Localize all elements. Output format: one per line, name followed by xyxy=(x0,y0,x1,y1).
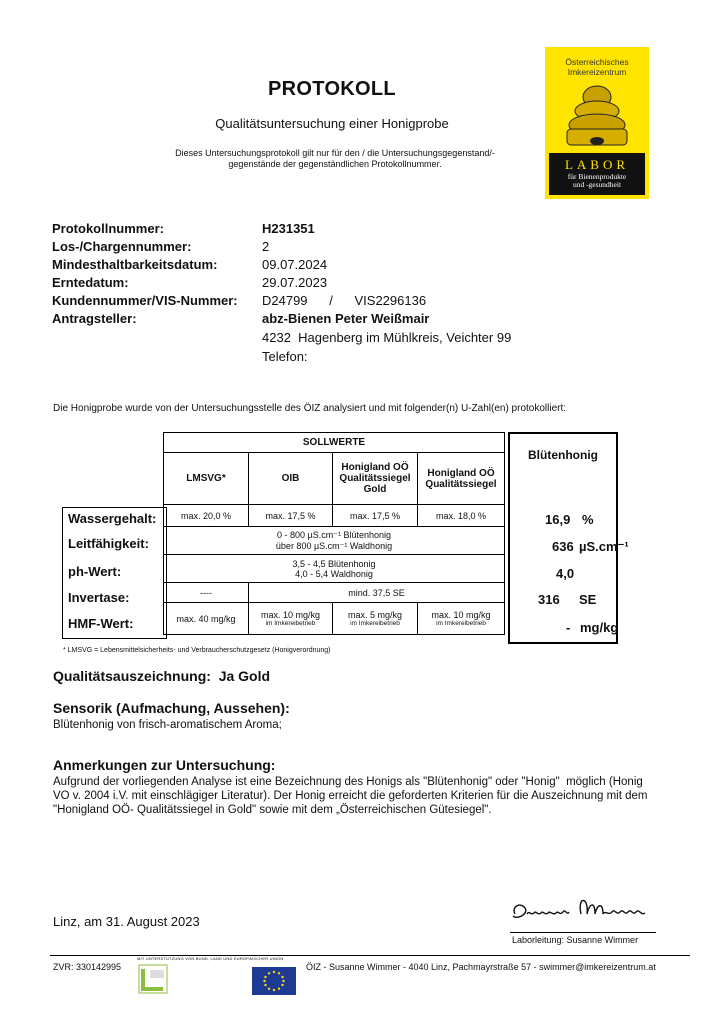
page-title: PROTOKOLL xyxy=(268,78,396,100)
footer-address: ÖIZ - Susanne Wimmer - 4040 Linz, Pachmayrstraße 57 - swimmer@imkereizentrum.at xyxy=(306,962,656,972)
applicant-address: 4232 Hagenberg im Mühlkreis, Veichter 99 xyxy=(262,330,512,345)
footnote: * LMSVG = Lebensmittelsicherheits- und Verbraucherschutzgesetz (Honigverordnung) xyxy=(63,647,331,654)
lab-logo: Österreichisches Imkereizentrum LABOR für Bienenprodukte und -gesundheit xyxy=(545,47,649,199)
quality-award: Qualitätsauszeichnung: Ja Gold xyxy=(53,668,271,684)
result-unit: mg/kg xyxy=(580,620,619,635)
result-box: Blütenhonig xyxy=(508,432,618,644)
beehive-icon xyxy=(557,83,637,153)
sollwerte-table: SOLLWERTE LMSVG* OIB Honigland OÖ Qualitätssiegel Gold Honigland OÖ Qualitätssiegel max. 20,0 % max. 17,5 % max. 17,5 % max. 18,0 % 0 - 800 µS.cm⁻¹ Blütenhonig über 800 µS.cm⁻¹ Waldhonig 3,5 - 4,5 Blütenhonig 4,0 - 5,4 Waldhonig ---- mind. 37,5 SE max. 40 mg/kg max. 10 mg/kg im Imkereibetrieb max. 5 mg/kg im Imkereibetrieb max. 10 mg/kg im Imkereibetrieb xyxy=(163,432,505,635)
sensorik-title: Sensorik (Aufmachung, Aussehen): xyxy=(53,700,290,716)
signature-line xyxy=(510,932,656,933)
row-label: Invertase: xyxy=(68,590,130,605)
row-label: ph-Wert: xyxy=(68,564,122,579)
table-row: 0 - 800 µS.cm⁻¹ Blütenhonig über 800 µS.cm⁻¹ Waldhonig xyxy=(164,527,505,555)
result-unit: SE xyxy=(579,592,597,607)
validity-note: Dieses Untersuchungsprotokoll gilt nur für den / die Untersuchungsgegenstand/- gegenstände der gegenständlichen Protokollnummer. xyxy=(175,148,495,169)
row-label: Wassergehalt: xyxy=(68,511,157,526)
le-funding-logo xyxy=(138,964,168,994)
sensorik-text: Blütenhonig von frisch-aromatischem Aroma; xyxy=(53,719,282,731)
result-value: 316 xyxy=(538,592,560,607)
telefon-label: Telefon: xyxy=(262,349,308,364)
result-unit: µS.cm⁻¹ xyxy=(579,539,629,554)
table-row: ---- mind. 37,5 SE xyxy=(164,583,505,603)
intro-text: Die Honigprobe wurde von der Untersuchungsstelle des ÖIZ analysiert und mit folgender(n) U-Zahl(en) protokolliert: xyxy=(53,403,567,414)
result-value: - xyxy=(566,620,571,635)
eu-flag-icon xyxy=(252,967,296,995)
table-row: max. 40 mg/kg max. 10 mg/kg im Imkereibetrieb max. 5 mg/kg im Imkereibetrieb max. 10 mg/kg im Imkereibetrieb xyxy=(164,603,505,635)
result-value: 4,0 xyxy=(556,566,575,581)
signature-label: Laborleitung: Susanne Wimmer xyxy=(512,935,639,945)
page-subtitle: Qualitätsuntersuchung einer Honigprobe xyxy=(215,116,449,131)
signature-image xyxy=(507,886,657,930)
result-value: 636 xyxy=(552,539,574,554)
remarks-title: Anmerkungen zur Untersuchung: xyxy=(53,757,276,773)
result-value: 16,9 xyxy=(545,512,571,527)
result-unit: % xyxy=(582,512,594,527)
funding-text: MIT UNTERSTÜTZUNG VON BUND, LAND UND EUROPÄISCHER UNION xyxy=(137,956,284,961)
table-row: 3,5 - 4,5 Blütenhonig 4,0 - 5,4 Waldhonig xyxy=(164,555,505,583)
remarks-text: Aufgrund der vorliegenden Analyse ist eine Bezeichnung des Honigs als "Blütenhonig" oder "Honig" möglich (Honig VO v. 2004 i.V. mit einschlägiger Literatur). Der Honig erreicht die geforderten Kriterien für die Auszeichnung mit dem "Honigland OÖ- Qualitätssiegel in Gold" sowie mit dem „Österreichischen Gütesiegel". xyxy=(53,776,648,816)
row-label: HMF-Wert: xyxy=(68,616,134,631)
row-label: Leitfähigkeit: xyxy=(68,536,149,551)
table-row: max. 20,0 % max. 17,5 % max. 17,5 % max. 18,0 % xyxy=(164,505,505,527)
zvr-number: ZVR: 330142995 xyxy=(53,962,122,972)
place-date: Linz, am 31. August 2023 xyxy=(53,914,200,929)
